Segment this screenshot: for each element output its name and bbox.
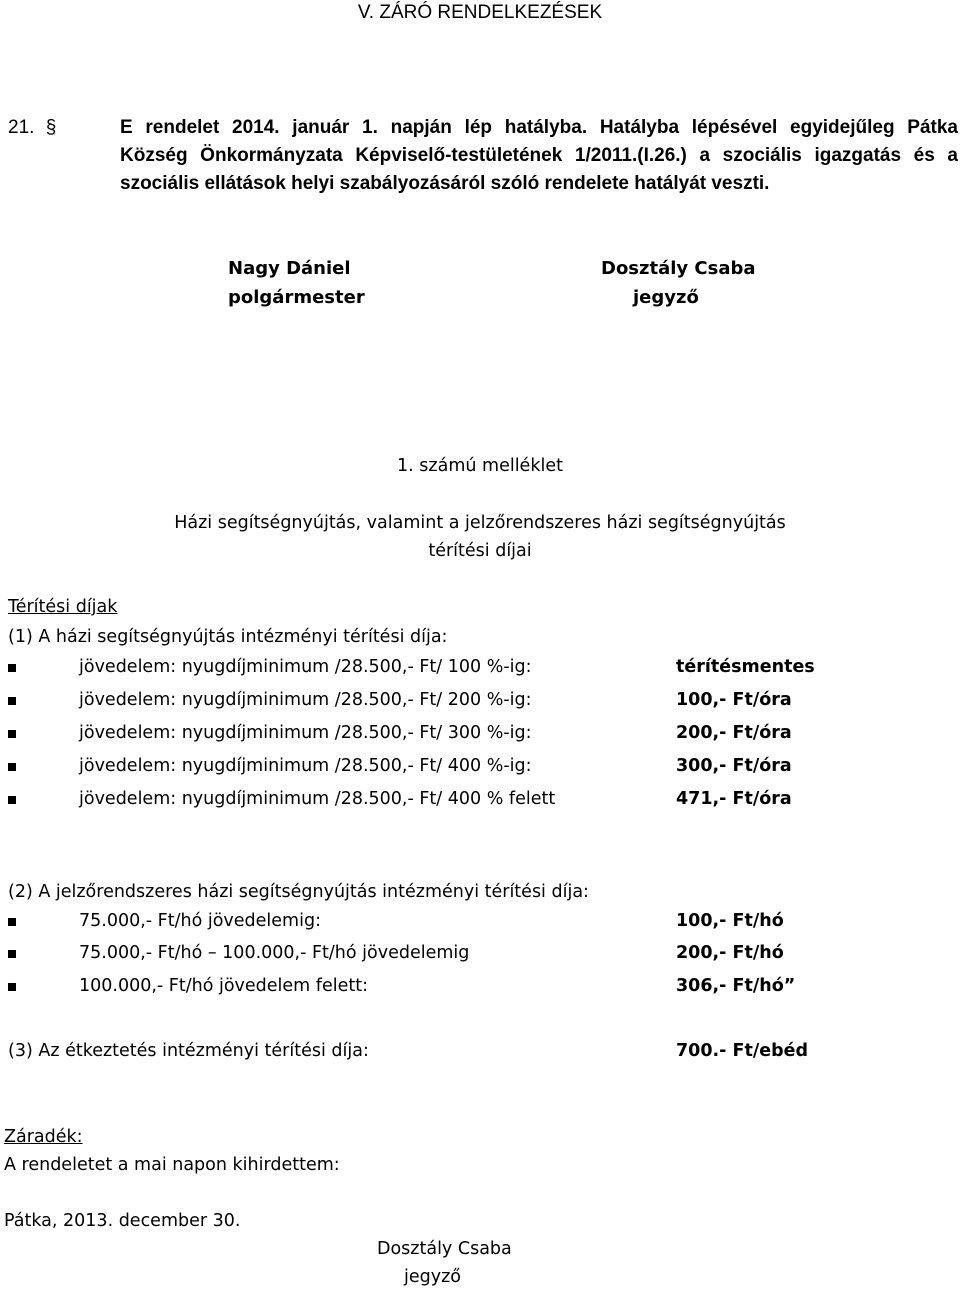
part2-heading: (2) A jelzőrendszeres házi segítségnyújtás intézményi térítési díja:	[8, 882, 589, 902]
list-item-value: 300,- Ft/óra	[676, 756, 792, 776]
bullet-icon	[8, 796, 16, 804]
list-item-value: 200,- Ft/óra	[676, 723, 792, 743]
list-item-label: 75.000,- Ft/hó – 100.000,- Ft/hó jövedelemig	[79, 943, 470, 963]
section-number-text: 21.	[8, 117, 35, 138]
section-sign-icon: §	[45, 117, 57, 138]
section-text-line-3: szociális ellátások helyi szabályozásáról szóló rendelete hatályát veszti.	[120, 173, 770, 194]
clause-signer-title: jegyző	[404, 1267, 461, 1287]
bullet-icon	[8, 730, 16, 738]
signature-right-name: Dosztály Csaba	[601, 258, 756, 279]
list-item-value: 471,- Ft/óra	[676, 789, 792, 809]
list-item-value: térítésmentes	[676, 657, 815, 677]
list-item-label: jövedelem: nyugdíjminimum /28.500,- Ft/ 100 %-ig:	[79, 657, 532, 677]
bullet-icon	[8, 950, 16, 958]
annex-title: 1. számú melléklet	[397, 456, 563, 476]
bullet-icon	[8, 763, 16, 771]
part3-heading: (3) Az étkeztetés intézményi térítési díja:	[8, 1041, 369, 1061]
list-item-label: 75.000,- Ft/hó jövedelemig:	[79, 911, 321, 931]
clause-heading: Záradék:	[4, 1127, 83, 1147]
signature-left-name: Nagy Dániel	[228, 258, 351, 279]
list-item-value: 200,- Ft/hó	[676, 943, 784, 963]
section-number	[8, 117, 56, 139]
signature-left-title: polgármester	[228, 287, 365, 308]
signature-right-title: jegyző	[633, 287, 699, 308]
section-text-line-2: Község Önkormányzata Képviselő-testületének 1/2011.(I.26.) a szociális igazgatás és a	[120, 145, 958, 166]
annex-subtitle-line-2: térítési díjai	[428, 541, 532, 561]
clause-text: A rendeletet a mai napon kihirdettem:	[4, 1155, 340, 1175]
list-item-value: 306,- Ft/hó”	[676, 976, 796, 996]
clause-place-date: Pátka, 2013. december 30.	[4, 1211, 241, 1231]
section-text-line-1: E rendelet 2014. január 1. napján lép hatályba. Hatályba lépésével egyidejűleg Pátka	[120, 117, 958, 138]
list-item-value: 100,- Ft/hó	[676, 911, 784, 931]
bullet-icon	[8, 697, 16, 705]
section-heading-fees: Térítési díjak	[8, 597, 118, 617]
bullet-icon	[8, 983, 16, 991]
bullet-icon	[8, 664, 16, 672]
list-item-label: jövedelem: nyugdíjminimum /28.500,- Ft/ 400 % felett	[79, 789, 556, 809]
list-item-label: jövedelem: nyugdíjminimum /28.500,- Ft/ 300 %-ig:	[79, 723, 532, 743]
part1-heading: (1) A házi segítségnyújtás intézményi térítési díja:	[8, 627, 448, 647]
clause-signer-name: Dosztály Csaba	[377, 1239, 512, 1259]
part3-value: 700.- Ft/ebéd	[676, 1041, 809, 1061]
list-item-label: jövedelem: nyugdíjminimum /28.500,- Ft/ 200 %-ig:	[79, 690, 532, 710]
list-item-label: jövedelem: nyugdíjminimum /28.500,- Ft/ 400 %-ig:	[79, 756, 532, 776]
bullet-icon	[8, 918, 16, 926]
list-item-value: 100,- Ft/óra	[676, 690, 792, 710]
list-item-label: 100.000,- Ft/hó jövedelem felett:	[79, 976, 368, 996]
annex-subtitle-line-1: Házi segítségnyújtás, valamint a jelzőrendszeres házi segítségnyújtás	[174, 513, 786, 533]
chapter-title: V. ZÁRÓ RENDELKEZÉSEK	[357, 2, 603, 23]
